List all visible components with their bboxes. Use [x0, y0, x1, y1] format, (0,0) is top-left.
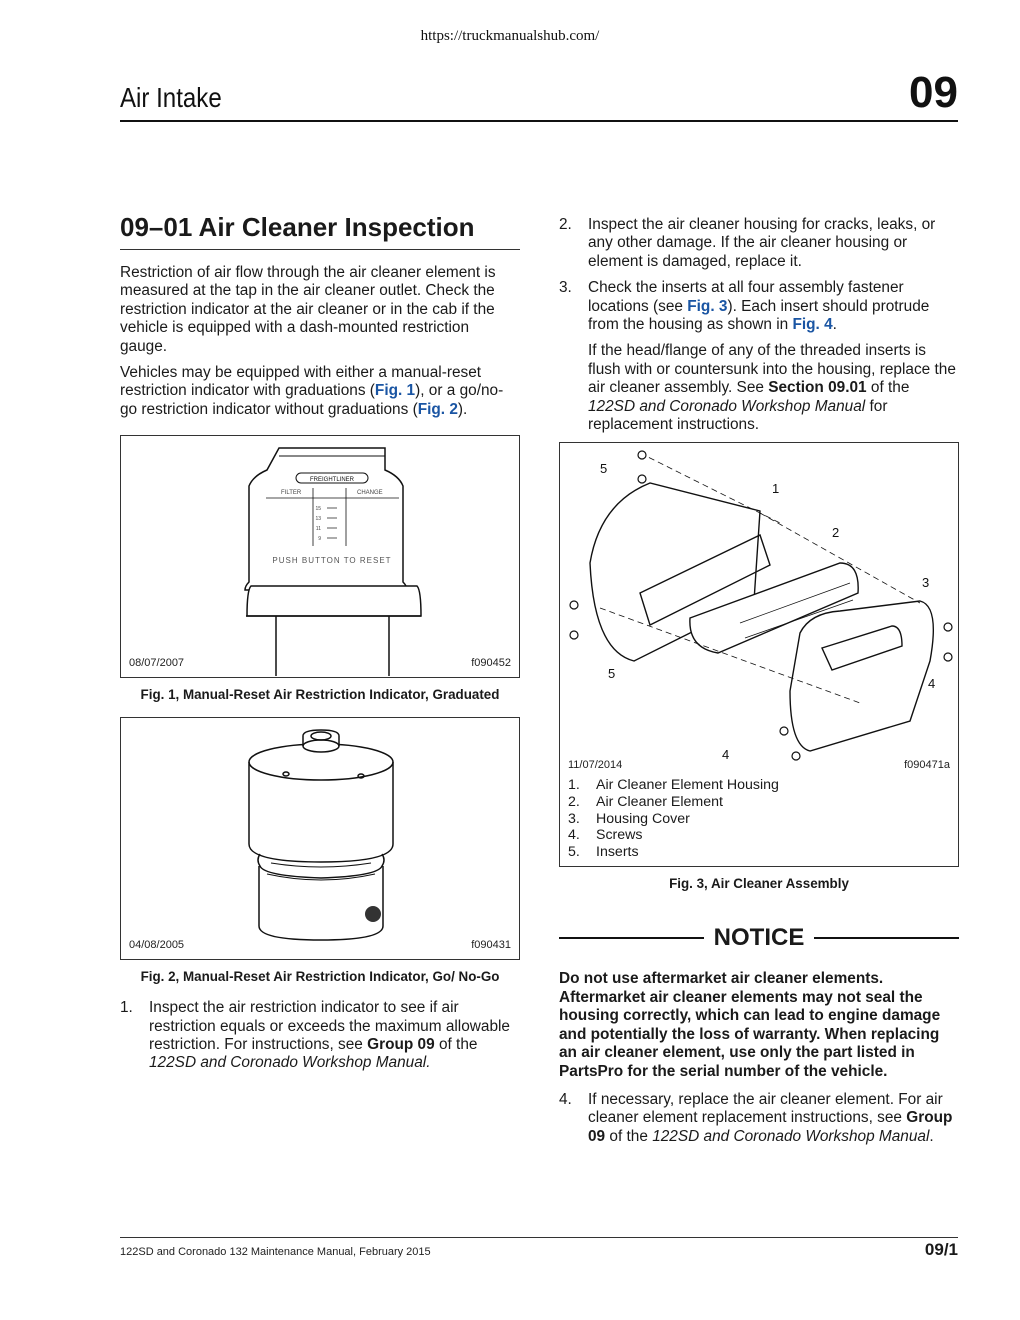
go-no-go-indicator-illustration: [121, 718, 519, 959]
filter-label: FILTER: [281, 490, 302, 497]
steps-left: [120, 999, 520, 1073]
right-column: [559, 216, 959, 1154]
scale-tick: 15: [315, 506, 321, 513]
callout-5: 5: [608, 666, 616, 682]
scale-tick: 13: [315, 516, 321, 523]
graduated-indicator-illustration: [121, 436, 519, 677]
air-cleaner-assembly-illustration: [560, 443, 958, 773]
legend-item: 5. Inserts: [568, 843, 639, 860]
figure-1: [120, 435, 520, 678]
step-2: 2. Inspect the air cleaner housing for cracks, leaks, or any other damage. If the air cleaner housing or element is damaged, replace it.: [559, 216, 936, 270]
source-url[interactable]: https://truckmanualshub.com/: [420, 28, 600, 44]
notice-banner: [559, 924, 959, 952]
legend-item: 4. Screws: [568, 827, 643, 844]
callout-3: 3: [922, 575, 930, 591]
change-label: CHANGE: [357, 490, 383, 497]
callout-4: 4: [928, 676, 936, 692]
fig2-link[interactable]: Fig. 2: [417, 400, 458, 418]
figure-2-caption: Fig. 2, Manual-Reset Air Restriction Indicator, Go/ No-Go: [140, 969, 500, 985]
footer-rule: [120, 1237, 958, 1238]
figure-3-date: 11/07/2014: [568, 759, 623, 772]
legend-item: 2. Air Cleaner Element: [568, 794, 723, 811]
callout-1: 1: [772, 481, 780, 497]
figure-2-meta: [129, 939, 511, 951]
callout-5: 5: [600, 461, 608, 477]
figure-3-meta: [568, 759, 950, 771]
fig3-link[interactable]: Fig. 3: [687, 297, 728, 315]
scale-tick: 9: [318, 536, 321, 543]
callout-2: 2: [832, 525, 840, 541]
header-rule: [120, 120, 958, 122]
notice-rule-left: [559, 937, 704, 939]
step-1: 1. Inspect the air restriction indicator to see if air restriction equals or exceeds the maximum allowable restriction. For instructions, see Group 09 of the 122SD and Coronado Workshop Manual.: [120, 999, 510, 1072]
callout-4: 4: [722, 747, 730, 763]
footer-page-number: 09/1: [924, 1240, 958, 1259]
figure-3-legend: [568, 777, 779, 860]
figure-1-meta: [129, 657, 511, 669]
figure-1-caption: Fig. 1, Manual-Reset Air Restriction Indicator, Graduated: [140, 687, 500, 703]
figure-3-caption: Fig. 3, Air Cleaner Assembly: [669, 876, 849, 892]
fig1-link[interactable]: Fig. 1: [374, 382, 416, 400]
steps-right-lower: [559, 1091, 959, 1146]
indicator-paragraph: Vehicles may be equipped with either a manual-reset restriction indicator with graduations (Fig. 1), or a go/no-go restriction indicator without graduations (Fig. 2).: [120, 364, 504, 418]
figure-1-date: 08/07/2007: [129, 657, 185, 670]
chapter-title: Air Intake: [120, 82, 222, 113]
figure-2-date: 04/08/2005: [129, 939, 185, 952]
figure-1-code: f090452: [471, 657, 511, 670]
legend-item: 1. Air Cleaner Element Housing: [568, 777, 779, 794]
step-3: 3. Check the inserts at all four assembly fastener locations (see Fig. 3). Each insert should protrude from the housing as shown in Fig. 4.: [559, 279, 930, 334]
brand-label: FREIGHTLINER: [309, 477, 355, 484]
steps-right: [559, 216, 959, 434]
legend-item: 3. Housing Cover: [568, 810, 690, 827]
step-3-note: If the head/flange of any of the threaded inserts is flush with or countersunk into the housing, replace the air cleaner assembly. See Section 09.01 of the 122SD and Coronado Workshop Manual for replacement instructions.: [588, 342, 956, 434]
figure-3: [559, 442, 959, 867]
figure-2-code: f090431: [471, 939, 511, 952]
scale-tick: 11: [315, 526, 321, 533]
intro-paragraph: Restriction of air flow through the air cleaner element is measured at the tap in the air cleaner outlet. Check the restriction indicator at the air cleaner or in the cab if the vehicle is equipped with a dash-mounted restriction gauge.: [120, 264, 496, 355]
chapter-number: 09: [909, 68, 958, 117]
notice-rule-right: [814, 937, 959, 939]
notice-title: NOTICE: [713, 924, 805, 952]
section-heading: 09–01 Air Cleaner Inspection: [120, 212, 520, 250]
reset-label: PUSH BUTTON TO RESET: [272, 556, 392, 566]
footer-manual-title: 122SD and Coronado 132 Maintenance Manual, February 2015: [120, 1246, 431, 1258]
figure-3-code: f090471a: [904, 759, 950, 772]
notice-text: Do not use aftermarket air cleaner elements. Aftermarket air cleaner elements may not seal the housing correctly, which can lead to engine damage and potentially the loss of warranty. When replacing an air cleaner element, use only the part listed in PartsPro for the serial number of the vehicle.: [559, 970, 941, 1080]
step-4: 4. If necessary, replace the air cleaner element. For air cleaner element replacement instructions, see Group 09 of the 122SD and Coronado Workshop Manual.: [559, 1090, 953, 1145]
figure-2: [120, 717, 520, 960]
fig4-link[interactable]: Fig. 4: [792, 316, 833, 334]
left-column: [120, 212, 520, 1081]
